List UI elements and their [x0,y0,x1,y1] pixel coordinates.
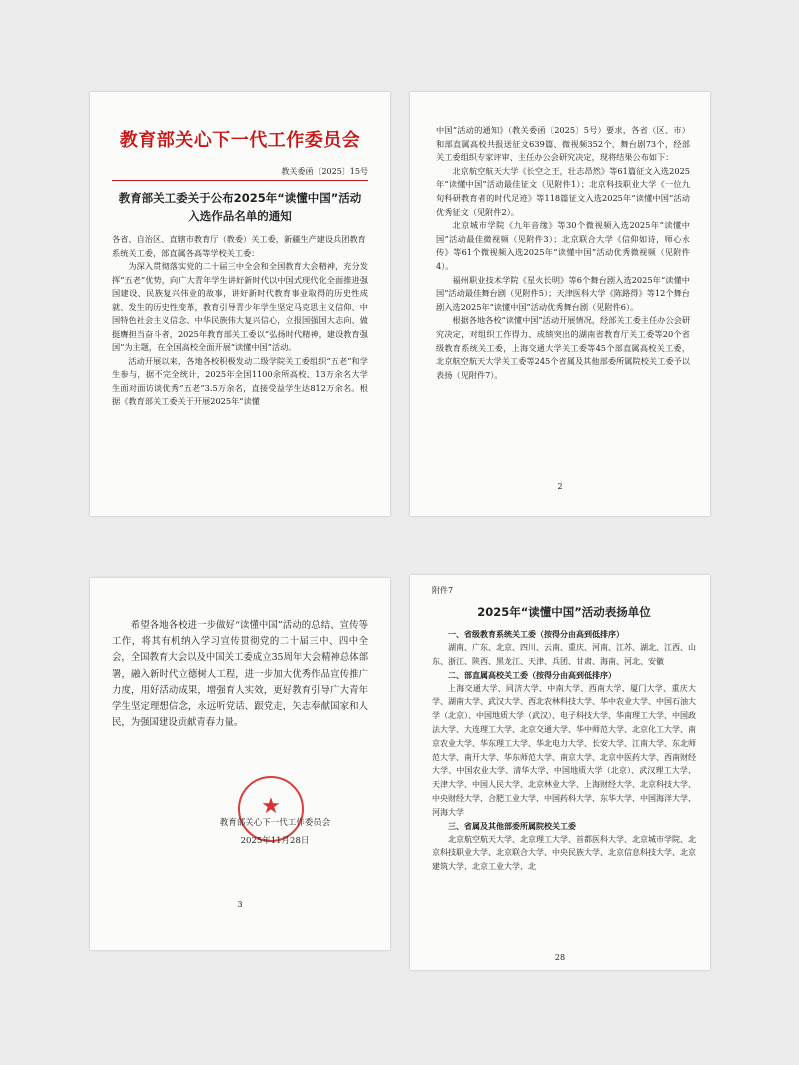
paragraph: 中国”活动的通知》（教关委函〔2025〕5号）要求，各省（区、市）和部直属高校共报送征文639篇、微视频352个、舞台剧73个，经部关工委组织专家评审、主任办公会研究决定，现将结果公布如下： [436,125,690,163]
section-heading: 三、省属及其他部委所属院校关工委 [448,821,576,831]
appendix-title: 2025年“读懂中国”活动表扬单位 [477,605,651,619]
page-number: 2 [557,482,563,491]
paragraph: 福州职业技术学院《星火长明》等6个舞台剧入选2025年“读懂中国”活动最佳舞台剧（见附件5）；天津医科大学《陈路得》等12个舞台剧入选2025年“读懂中国”活动优秀舞台剧（见附件6）。 [436,274,690,312]
document-number: 教关委函〔2025〕15号 [112,166,368,181]
page-number: 3 [237,900,243,909]
document-page-2 [410,92,710,516]
paragraph: 希望各地各校进一步做好“读懂中国”活动的总结、宣传等工作，将其有机纳入学习宣传贯彻党的二十届三中、四中全会，全国教育大会以及中国关工委成立35周年大会精神总体部署，融入新时代立德树人工程，进一步加大优秀作品宣传推广力度，用好活动成果，增强育人实效，更好教育引导广大青年学生坚定理想信念，永远听党话、跟党走，矢志奉献国家和人民，为强国建设贡献青春力量。 [112,620,368,729]
unit-list: 湖南、广东、北京、四川、云南、重庆、河南、江苏、湖北、江西、山东、浙江、陕西、黑龙江、天津、兵团、甘肃、海南、河北、安徽 [432,643,696,666]
paragraph: 北京城市学院《九年音缘》等30个微视频入选2025年“读懂中国”活动最佳微视频（见附件3）；北京联合大学《信仰如诗，师心永传》等61个微视频入选2025年“读懂中国”活动优秀微视频（见附件4）。 [436,220,690,271]
section-heading: 一、省级教育系统关工委（按得分由高到低排序） [448,630,624,639]
paragraph: 北京航空航天大学《长空之王，壮志昂然》等61篇征文入选2025年“读懂中国”活动最佳征文（见附件1）；北京科技职业大学《一位九旬科研教育者的时代足迹》等118篇征文入选2025年“读懂中国”活动优秀征文（见附件2）。 [436,165,690,217]
notice-title-line1: 教育部关工委关于公布2025年“读懂中国”活动 [118,191,362,205]
official-seal [238,776,304,842]
salutation: 各省、自治区、直辖市教育厅（教委）关工委，新疆生产建设兵团教育系统关工委，部直属各高等学校关工委： [112,234,366,258]
paragraph: 活动开展以来，各地各校积极发动二级学院关工委组织“五老”和学生参与，据不完全统计，2025年全国1100余所高校、13万余名大学生面对面访谈优秀“五老”3.5万余名，直接受益学生达812万余名。根据《教育部关工委关于开展2025年“读懂 [112,355,368,406]
document-page-28 [410,575,710,970]
notice-title [112,189,368,225]
red-star-seal-icon: ★ [261,794,281,819]
paragraph: 根据各地各校“读懂中国”活动开展情况，经部关工委主任办公会研究决定，对组织工作得力、成绩突出的湖南省教育厅关工委等20个省级教育系统关工委，上海交通大学关工委等45个部直属高校关工委，北京航空航天大学关工委等245个省属及其他部委所属院校关工委予以表扬（见附件7）。 [436,315,691,380]
appendix-label: 附件7 [432,586,454,595]
paragraph: 为深入贯彻落实党的二十届三中全会和全国教育大会精神，充分发挥“五老”优势，向广大青年学生讲好新时代以中国式现代化全面推进强国建设、民族复兴伟业的故事，讲好新时代教育事业取得的历史性成就、发生的历史性变革，教育引导青少年学生坚定马克思主义信仰、中国特色社会主义信念、中华民族伟大复兴信心，立报国强国大志向、做挺膺担当奋斗者，2025年教育部关工委以“弘扬时代精神，建设教育强国”为主题，在全国高校全面开展“读懂中国”活动。 [112,261,368,352]
signature-date: 2025年11月28日 [240,836,310,846]
masthead: 教育部关心下一代工作委员会 [119,130,361,151]
document-page-3 [90,578,390,950]
signature: 教育部关心下一代工作委员会 [219,818,331,828]
document-page-1 [90,92,390,516]
section-heading: 二、部直属高校关工委（按得分由高到低排序） [448,670,616,680]
unit-list: 上海交通大学、同济大学、中南大学、西南大学、厦门大学、重庆大学、湖南大学、武汉大学、西北农林科技大学、华中农业大学、中国石油大学（北京）、中国地质大学（武汉）、电子科技大学、华南理工大学、中国政法大学、大连理工大学、北京交通大学、华中师范大学、北京化工大学、南京农业大学、华东理工大学、华北电力大学、长安大学、江南大学、东北师范大学、南开大学、华东师范大学、南京大学、北京中医药大学、西南财经大学、中国农业大学、清华大学、中国地质大学（北京）、武汉理工大学、天津大学、中国人民大学、北京林业大学、上海财经大学、北京科技大学、中央财经大学、合肥工业大学、中国药科大学、东华大学、中国海洋大学、河海大学 [432,683,696,817]
page-number: 28 [554,953,566,962]
notice-title-line2: 入选作品名单的通知 [188,209,292,223]
unit-list: 北京航空航天大学、北京理工大学、首都医科大学、北京城市学院、北京科技职业大学、北京联合大学、中央民族大学、北京信息科技大学、北京建筑大学、北京工业大学、北 [432,834,696,872]
